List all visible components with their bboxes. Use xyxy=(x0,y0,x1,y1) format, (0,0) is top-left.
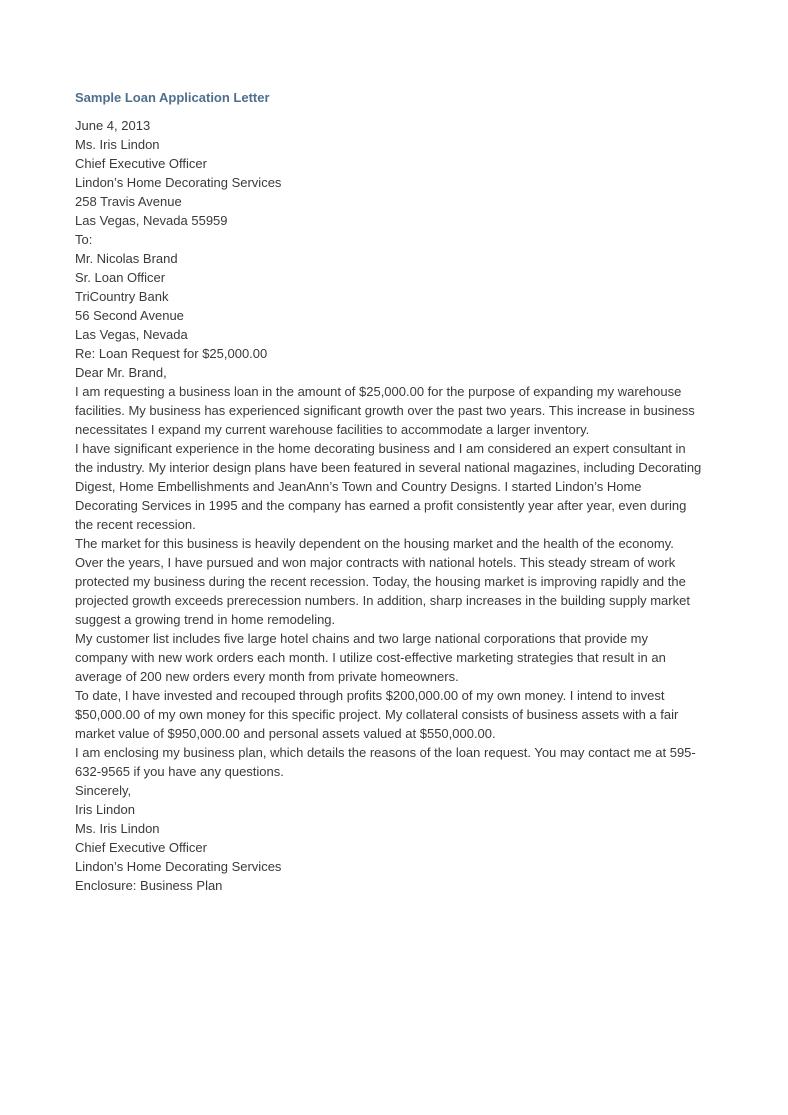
letter-line: Ms. Iris Lindon xyxy=(75,821,160,836)
letter-line: Sr. Loan Officer xyxy=(75,270,166,285)
letter-line: 258 Travis Avenue xyxy=(75,194,182,209)
letter-line: I have significant experience in the home decorating business and I am considered an expert consultant in xyxy=(75,441,686,456)
document-title: Sample Loan Application Letter xyxy=(75,90,270,105)
letter-line: Decorating Services in 1995 and the company has earned a profit consistently year after year, even during xyxy=(75,498,687,513)
letter-line: Dear Mr. Brand, xyxy=(75,365,167,380)
letter-line: average of 200 new orders every month from private homeowners. xyxy=(75,669,459,684)
letter-line: Over the years, I have pursued and won major contracts with national hotels. This steady stream of work xyxy=(75,555,676,570)
letter-line: Lindon’s Home Decorating Services xyxy=(75,859,282,874)
letter-line: Chief Executive Officer xyxy=(75,156,207,171)
letter-line: the recent recession. xyxy=(75,517,196,532)
letter-line: facilities. My business has experienced significant growth over the past two years. This increase in business xyxy=(75,403,695,418)
letter-line: projected growth exceeds prerecession numbers. In addition, sharp increases in the building supply market xyxy=(75,593,690,608)
letter-line: Re: Loan Request for $25,000.00 xyxy=(75,346,268,361)
letter-line: market value of $950,000.00 and personal assets valued at $550,000.00. xyxy=(75,726,496,741)
letter-body xyxy=(75,116,715,895)
letter-line: Ms. Iris Lindon xyxy=(75,137,160,152)
letter-line: Las Vegas, Nevada xyxy=(75,327,188,342)
letter-line: To date, I have invested and recouped through profits $200,000.00 of my own money. I intend to invest xyxy=(75,688,665,703)
letter-line: TriCountry Bank xyxy=(75,289,169,304)
letter-line: Digest, Home Embellishments and JeanAnn’s Town and Country Designs. I started Lindon’s Home xyxy=(75,479,642,494)
letter-line: Chief Executive Officer xyxy=(75,840,207,855)
letter-line: 56 Second Avenue xyxy=(75,308,184,323)
letter-line: I am requesting a business loan in the amount of $25,000.00 for the purpose of expanding my warehouse xyxy=(75,384,682,399)
letter-line: To: xyxy=(75,232,93,247)
letter-line: Mr. Nicolas Brand xyxy=(75,251,178,266)
letter-line: 632-9565 if you have any questions. xyxy=(75,764,284,779)
letter-line: protected my business during the recent recession. Today, the housing market is improving rapidly and the xyxy=(75,574,686,589)
letter-line: Enclosure: Business Plan xyxy=(75,878,223,893)
letter-line: Las Vegas, Nevada 55959 xyxy=(75,213,228,228)
letter-line: necessitates I expand my current warehouse facilities to accommodate a larger inventory. xyxy=(75,422,590,437)
letter-line: company with new work orders each month. I utilize cost-effective marketing strategies that result in an xyxy=(75,650,666,665)
letter-line: My customer list includes five large hotel chains and two large national corporations that provide my xyxy=(75,631,649,646)
letter-line: Sincerely, xyxy=(75,783,132,798)
letter-line: Iris Lindon xyxy=(75,802,135,817)
letter-line: June 4, 2013 xyxy=(75,118,151,133)
letter-line: $50,000.00 of my own money for this specific project. My collateral consists of business assets with a fair xyxy=(75,707,679,722)
letter-line: suggest a growing trend in home remodeling. xyxy=(75,612,336,627)
letter-line: I am enclosing my business plan, which details the reasons of the loan request. You may contact me at 595- xyxy=(75,745,696,760)
letter-line: The market for this business is heavily dependent on the housing market and the health of the economy. xyxy=(75,536,674,551)
letter-line: Lindon’s Home Decorating Services xyxy=(75,175,282,190)
letter-line: the industry. My interior design plans have been featured in several national magazines, including Decorating xyxy=(75,460,702,475)
